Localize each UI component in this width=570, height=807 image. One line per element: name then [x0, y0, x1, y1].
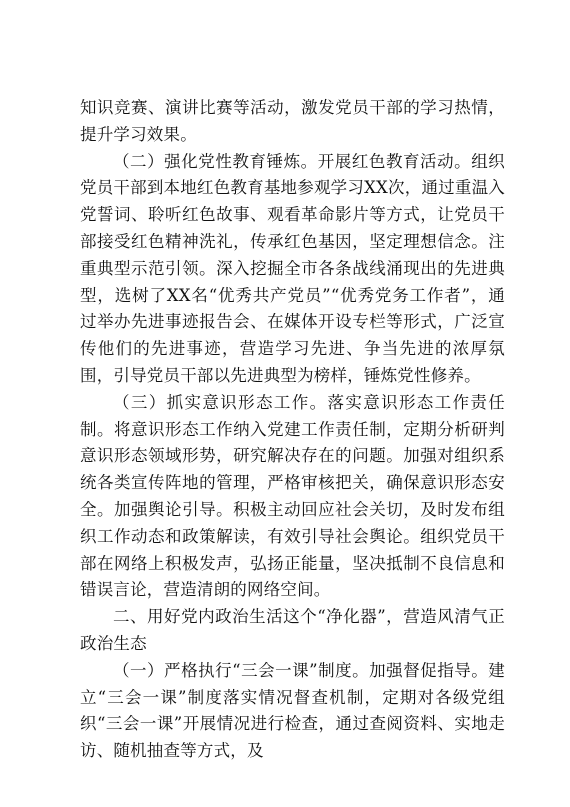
- paragraph-continuation: 知识竞赛、演讲比赛等活动，激发党员干部的学习热情，提升学习效果。: [80, 98, 505, 144]
- paragraph-party-spirit-education: （二）强化党性教育锤炼。开展红色教育活动。组织党员干部到本地红色教育基地参观学习XX次，通过重温入党誓词、聆听红色故事、观看革命影片等方式，让党员干部接受红色精神洗礼，传承红色基因，坚定理想信念。注重典型示范引领。深入挖掘全市各条战线涌现出的先进典型，选树了XX名“优秀共产党员”“优秀党务工作者”，通过举办先进事迹报告会、在媒体开设专栏等形式，广泛宣传他们的先进事迹，营造学习先进、争当先进的浓厚氛围，引导党员干部以先进典型为榜样，锤炼党性修养。: [80, 151, 505, 385]
- document-body: [80, 95, 505, 765]
- paragraph-three-meetings: （一）严格执行“三会一课”制度。加强督促指导。建立“三会一课”制度落实情况督查机制，定期对各级党组织“三会一课”开展情况进行检查，通过查阅资料、实地走访、随机抽查等方式，及: [80, 660, 505, 761]
- paragraph-ideology-work: （三）抓实意识形态工作。落实意识形态工作责任制。将意识形态工作纳入党建工作责任制，定期分析研判意识形态领域形势，研究解决存在的问题。加强对组织系统各类宣传阵地的管理，严格审核把关，确保意识形态安全。加强舆论引导。积极主动回应社会关切，及时发布组织工作动态和政策解读，有效引导社会舆论。组织党员干部在网络上积极发声，弘扬正能量，坚决抵制不良信息和错误言论，营造清朗的网络空间。: [80, 392, 505, 600]
- section-heading-two: 二、用好党内政治生活这个“净化器”，营造风清气正政治生态: [80, 607, 505, 653]
